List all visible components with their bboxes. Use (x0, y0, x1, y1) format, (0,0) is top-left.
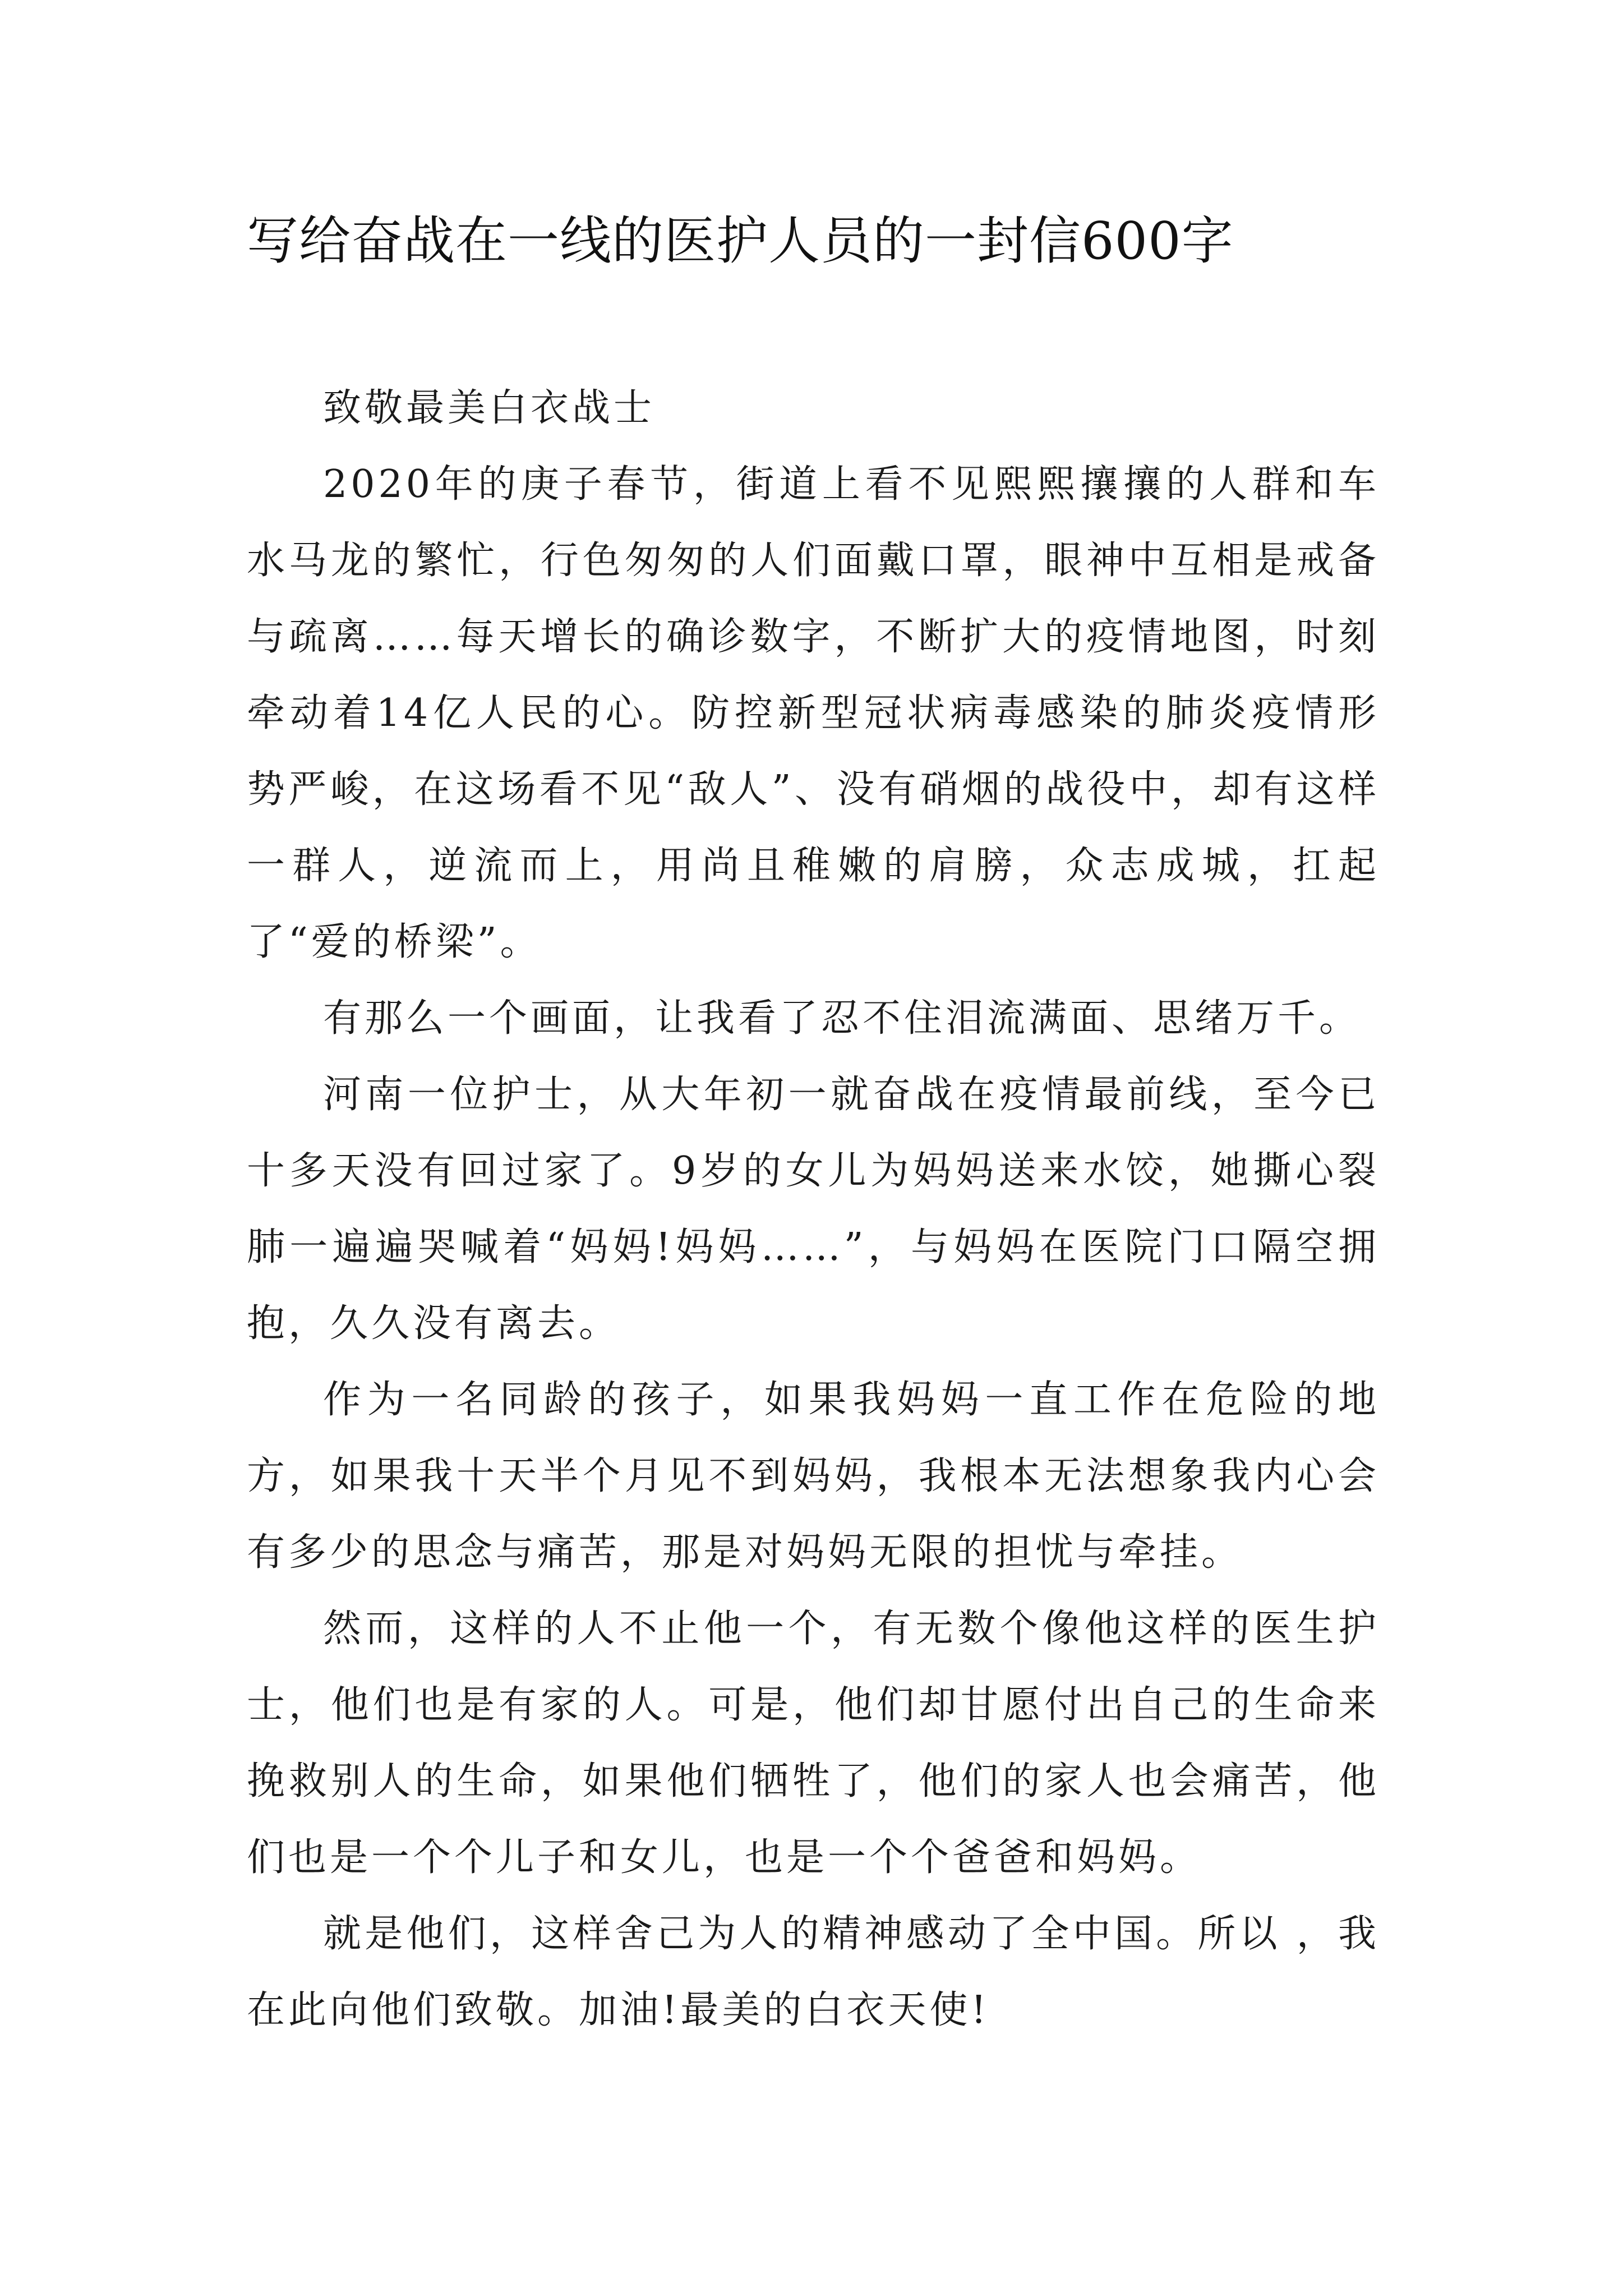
body-paragraph-scene: 有那么一个画面，让我看了忍不住泪流满面、思绪万千。 (323, 996, 1361, 1041)
body-paragraph-doctors-nurses: 然而，这样的人不止他一个，有无数个像他这样的医生护士，他们也是有家的人。可是，他们却甘愿付出自己的生命来挽救别人的生命，如果他们牺牲了，他们的家人也会痛苦，他们也是一个个儿子和女儿，也是一个个爸爸和妈妈。 (247, 1607, 1380, 1880)
closing-paragraph: 就是他们，这样舍己为人的精神感动了全中国。所以 ，我在此向他们致敬。加油!最美的白衣天使! (247, 1912, 1380, 2032)
document-body (247, 370, 1380, 2049)
body-paragraph-same-age-child: 作为一名同龄的孩子，如果我妈妈一直工作在危险的地方，如果我十天半个月见不到妈妈，我根本无法想象我内心会有多少的思念与痛苦，那是对妈妈无限的担忧与牵挂。 (247, 1378, 1380, 1575)
salutation-paragraph: 致敬最美白衣战士 (323, 386, 656, 430)
body-paragraph-spring-festival: 2020年的庚子春节，街道上看不见熙熙攘攘的人群和车水马龙的繁忙，行色匆匆的人们面戴口罩，眼神中互相是戒备与疏离……每天增长的确诊数字，不断扩大的疫情地图，时刻牵动着14亿人民的心。防控新型冠状病毒感染的肺炎疫情形势严峻，在这场看不见“敌人”、没有硝烟的战役中，却有这样一群人，逆流而上，用尚且稚嫩的肩膀，众志成城，扛起了“爱的桥梁”。 (247, 462, 1380, 964)
body-paragraph-henan-nurse: 河南一位护士，从大年初一就奋战在疫情最前线，至今已十多天没有回过家了。9岁的女儿为妈妈送来水饺，她撕心裂肺一遍遍哭喊着“妈妈!妈妈……”，与妈妈在医院门口隔空拥抱，久久没有离去。 (247, 1073, 1380, 1346)
document-title: 写给奋战在一线的医护人员的一封信600字 (247, 211, 1234, 271)
